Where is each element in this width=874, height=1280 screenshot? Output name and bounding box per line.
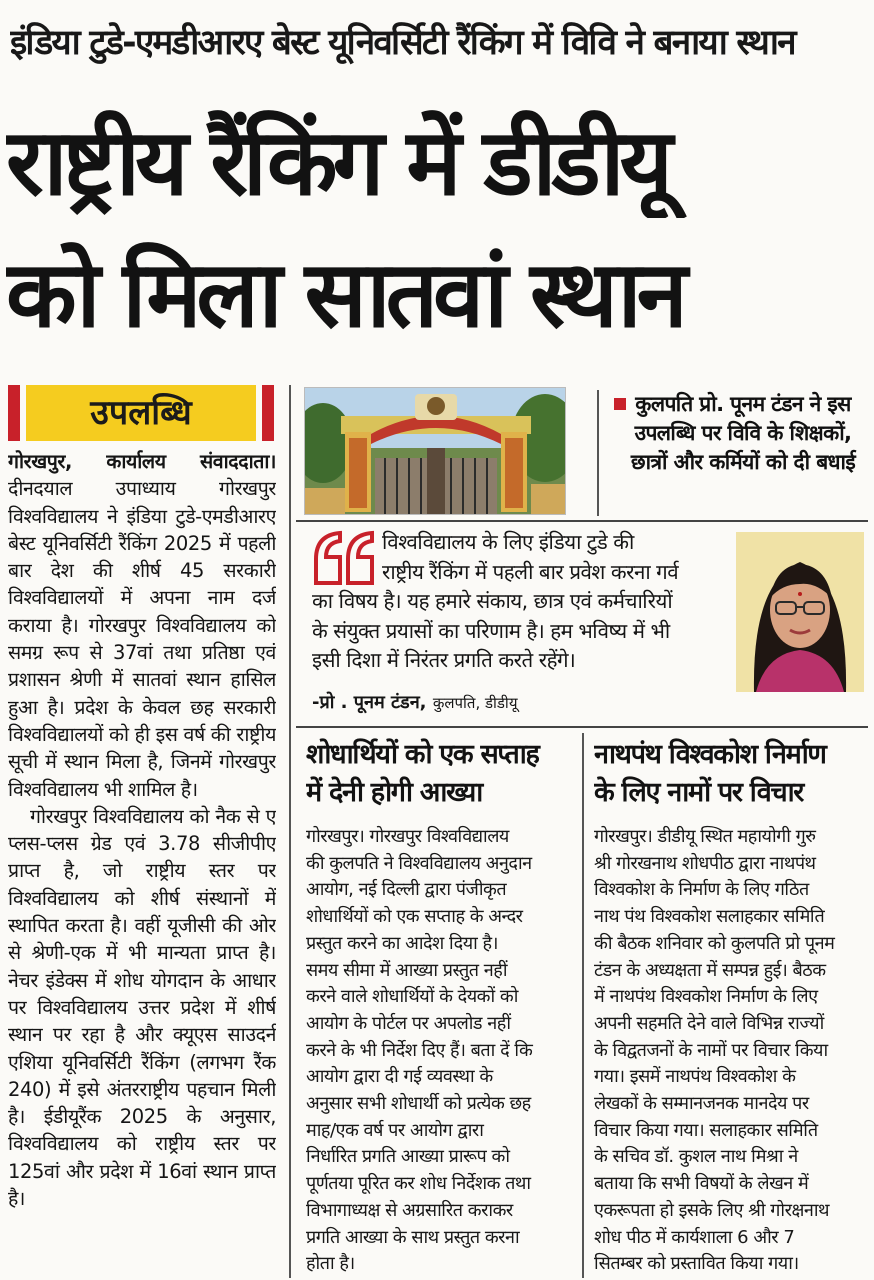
story2-line: गोरखपुर। गोरखपुर विश्वविद्यालय <box>306 826 509 847</box>
story3-body <box>594 824 868 1274</box>
story2-headline-line: शोधार्थियों को एक सप्ताह <box>306 739 539 770</box>
story3-line: बताया कि सभी विषयों के लेखन में <box>594 1173 809 1195</box>
story3-line: एकरूपता हो इसके लिए श्री गोरक्षनाथ <box>594 1199 830 1221</box>
story3-headline <box>594 736 868 812</box>
story2-body <box>306 824 578 1274</box>
story3-line: गया। इसमें नाथपंथ विश्वकोश के <box>594 1066 796 1088</box>
story2-line: समय सीमा में आख्या प्रस्तुत नहीं <box>306 959 508 981</box>
story2-line: करने के भी निर्देश दिए हैं। बता दें कि <box>306 1039 533 1061</box>
story2-line: पूर्णतया पूरित कर शोध निर्देशक तथा <box>306 1173 531 1195</box>
quote-top-rule <box>296 520 868 522</box>
headline-line-1: राष्ट्रीय रैंकिंग में डीडीयू <box>6 109 668 216</box>
story3-line: में नाथपंथ विश्वकोश निर्माण के लिए <box>594 986 818 1008</box>
story3-line: विश्वकोश के निर्माण के लिए गठित <box>594 879 809 901</box>
main-story-para-1: दीनदयाल उपाध्याय गोरखपुर विश्वविद्यालय ने इंडिया टुडे-एमडीआरए बेस्ट यूनिवर्सिटी रैंकिंग 2025 में पहली बार देश की शीर्ष 45 सरकारी विश्वविद्यालयों में अपना नाम दर्ज कराया है। गोरखपुर विश्वविद्यालय को समग्र रूप से 37वां तथा प्रतिष्ठा एवं प्रशासन श्रेणी में सातवां स्थान हासिल हुआ है। प्रदेश के केवल छह सरकारी विश्वविद्यालयों को ही इस वर्ष की राष्ट्रीय सूची में स्थान मिला है, जिनमें गोरखपुर विश्वविद्यालय भी शामिल है। <box>8 477 276 801</box>
vice-chancellor-portrait <box>736 532 864 692</box>
story3-line: अपनी सहमति देने वाले विभिन्न राज्यों <box>594 1012 824 1034</box>
quote-attribution <box>312 690 732 714</box>
story2-line: आयोग द्वारा दी गई व्यवस्था के <box>306 1066 493 1088</box>
badge-label: उपलब्धि <box>26 385 256 441</box>
quote-attribution-role: कुलपति, डीडीयू <box>432 694 518 712</box>
story2-line: प्रगति आख्या के साथ प्रस्तुत करना <box>306 1226 520 1248</box>
story2-line: शोधार्थियों को एक सप्ताह के अन्दर <box>306 906 523 928</box>
story3-line: नाथ पंथ विश्वकोश सलाहकार समिति <box>594 906 825 928</box>
main-story-para-2: गोरखपुर विश्वविद्यालय को नैक से ए प्लस-प्लस ग्रेड एवं 3.78 सीजीपीए प्राप्त है, जो राष्ट्रीय स्तर पर विश्वविद्यालय को शीर्ष संस्थानों में स्थापित करता है। वहीं यूजीसी की ओर से श्रेणी-एक में भी मान्यता प्राप्त है। नेचर इंडेक्स में शोध योगदान के आधार पर विश्वविद्यालय उत्तर प्रदेश में शीर्ष स्थान पर रहा है और क्यूएस साउदर्न एशिया यूनिवर्सिटी रैंकिंग (लगभग रैंक 240) में इसे अंतरराष्ट्रीय पहचान मिली है। ईडीयूरैंक 2025 के अनुसार, विश्वविद्यालय को राष्ट्रीय स्तर पर 125वां और प्रदेश में 16वां स्थान प्राप्त है। <box>8 804 276 1211</box>
story3-line: के सचिव डॉ. कुशल नाथ मिश्रा ने <box>594 1146 798 1168</box>
story2-line: होता है। <box>306 1253 355 1274</box>
story2-line: की कुलपति ने विश्वविद्यालय अनुदान <box>306 852 532 874</box>
story3-line: सितम्बर को प्रस्तावित किया गया। <box>594 1253 799 1274</box>
story2-line: विभागाध्यक्ष से अग्रसारित कराकर <box>306 1199 513 1221</box>
story3-line: लेखकों के सम्मानजनक मानदेय पर <box>594 1093 809 1115</box>
story3-line: विचार किया गया। सलाहकार समिति <box>594 1119 818 1141</box>
story3-line: के विद्वतजनों के नामों पर विचार किया <box>594 1039 828 1061</box>
story2-line: प्रस्तुत करने का आदेश दिया है। <box>306 932 498 954</box>
highlight-text: कुलपति प्रो. पूनम टंडन ने इस उपलब्धि पर विवि के शिक्षकों, छात्रों और कर्मियों को दी बधाई <box>630 392 856 474</box>
story2-line: आयोग के पोर्टल पर अपलोड नहीं <box>306 1012 511 1034</box>
stories-top-rule <box>296 726 868 728</box>
story2-line: अनुसार सभी शोधार्थी को प्रत्येक छह <box>306 1093 531 1115</box>
badge-bar-left <box>8 385 20 441</box>
column-rule-bottom <box>582 733 584 1278</box>
column-rule-left <box>289 385 291 1278</box>
story3-line: श्री गोरखनाथ शोधपीठ द्वारा नाथपंथ <box>594 852 816 874</box>
main-story <box>8 448 276 1276</box>
quote-line: राष्ट्रीय रैंकिंग में पहली बार प्रवेश करना गर्व <box>382 559 679 584</box>
story2-headline <box>306 736 576 812</box>
story3-line: गोरखपुर। डीडीयू स्थित महायोगी गुरु <box>594 826 816 847</box>
quote-line: का विषय है। यह हमारे संकाय, छात्र एवं कर्मचारियों <box>312 589 673 613</box>
quote-line: इसी दिशा में निरंतर प्रगति करते रहेंगे। <box>312 648 576 672</box>
story2-line: करने वाले शोधार्थियों के देयकों को <box>306 986 518 1008</box>
main-story-dateline: गोरखपुर, कार्यालय संवाददाता। <box>8 450 276 473</box>
column-rule-right-top <box>597 390 599 516</box>
quote-line: के संयुक्त प्रयासों का परिणाम है। हम भविष्य में भी <box>312 618 670 643</box>
story3-line: टंडन के अध्यक्षता में सम्पन्न हुई। बैठक <box>594 959 826 981</box>
university-gate-photo <box>304 387 566 515</box>
story2-line: माह/एक वर्ष पर आयोग द्वारा <box>306 1119 484 1141</box>
story2-line: आयोग, नई दिल्ली द्वारा पंजीकृत <box>306 879 507 901</box>
story3-headline-line: नाथपंथ विश्वकोश निर्माण <box>594 739 826 770</box>
kicker: इंडिया टुडे-एमडीआरए बेस्ट यूनिवर्सिटी रैंकिंग में विवि ने बनाया स्थान <box>10 23 795 63</box>
story3-line: की बैठक शनिवार को कुलपति प्रो पूनम <box>594 932 835 954</box>
quote-attribution-name: -प्रो . पूनम टंडन, <box>312 692 427 713</box>
headline-line-2: को मिला सातवां स्थान <box>6 241 683 348</box>
badge-bar-right <box>262 385 274 441</box>
story2-line: निर्धारित प्रगति आख्या प्रारूप को <box>306 1146 510 1168</box>
story2-headline-line: में देनी होगी आख्या <box>306 777 482 808</box>
story3-headline-line: के लिए नामों पर विचार <box>594 777 804 808</box>
category-badge <box>8 385 274 441</box>
story3-line: शोध पीठ में कार्यशाला 6 और 7 <box>594 1226 795 1248</box>
quote-line: विश्वविद्यालय के लिए इंडिया टुडे की <box>382 530 634 554</box>
quote-text <box>312 528 732 676</box>
